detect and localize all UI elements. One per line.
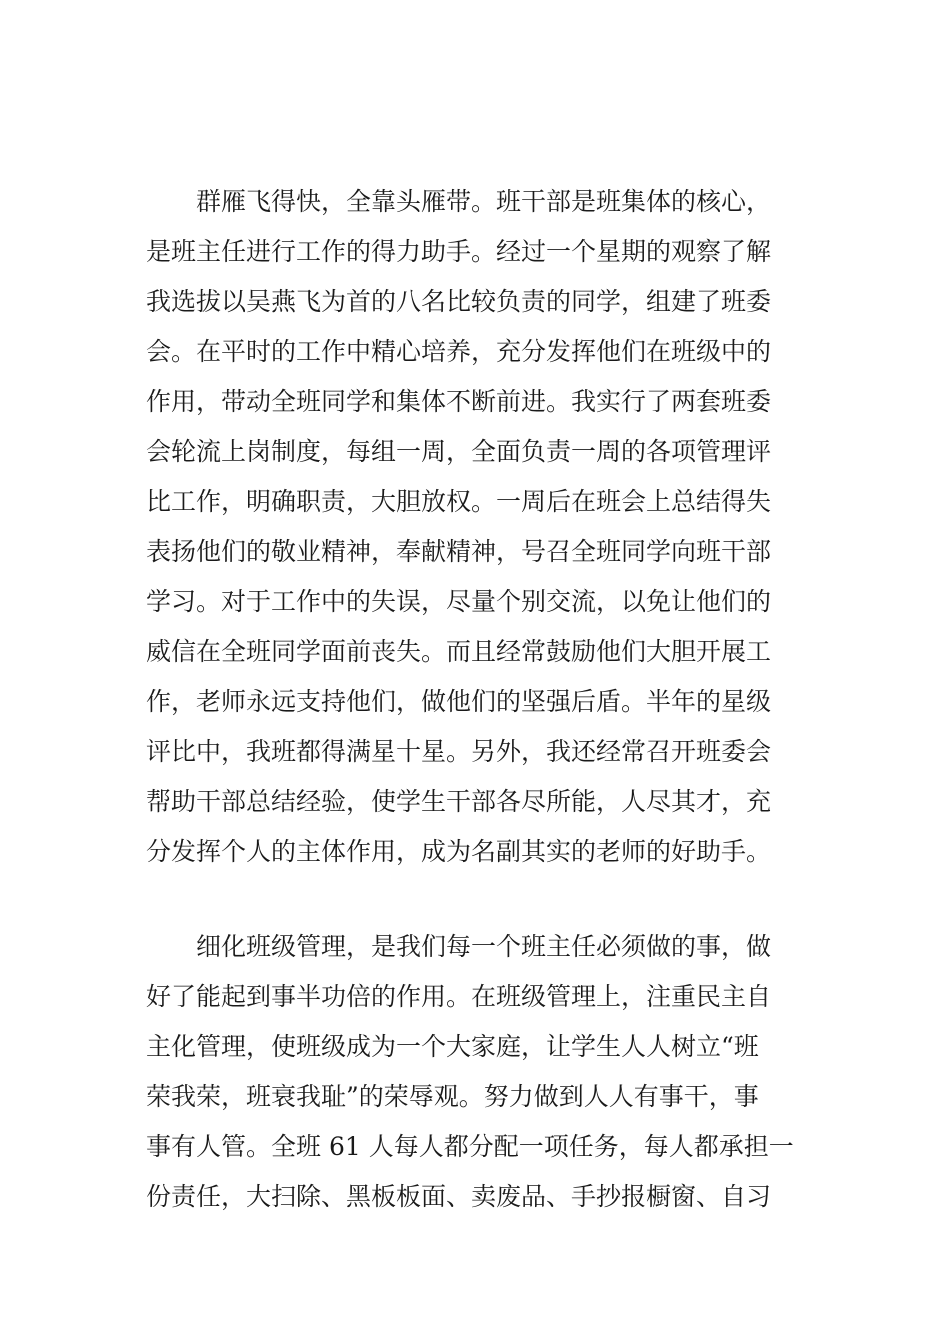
paragraph-line: 比工作，明确职责，大胆放权。一周后在班会上总结得失 [146, 487, 772, 516]
paragraph-line: 分发挥个人的主体作用，成为名副其实的老师的好助手。 [146, 837, 772, 866]
paragraph-line: 作用，带动全班同学和集体不断前进。我实行了两套班委 [146, 387, 772, 416]
paragraph-line: 是班主任进行工作的得力助手。经过一个星期的观察了解 [146, 237, 772, 266]
paragraph-line: 群雁飞得快，全靠头雁带。班干部是班集体的核心， [196, 187, 772, 216]
paragraph-line: 份责任，大扫除、黑板板面、卖废品、手抄报橱窗、自习 [146, 1182, 772, 1211]
paragraph-line: 事有人管。全班 61 人每人都分配一项任务，每人都承担一 [146, 1132, 794, 1161]
paragraph-line: 会轮流上岗制度，每组一周，全面负责一周的各项管理评 [146, 437, 772, 466]
paragraph-line: 主化管理，使班级成为一个大家庭，让学生人人树立“班 [146, 1032, 759, 1061]
paragraph-line: 帮助干部总结经验，使学生干部各尽所能，人尽其才，充 [146, 787, 772, 816]
paragraph-line: 细化班级管理，是我们每一个班主任必须做的事，做 [196, 932, 772, 961]
paragraph-line: 表扬他们的敬业精神，奉献精神，号召全班同学向班干部 [146, 537, 772, 566]
paragraph-line: 荣我荣，班衰我耻”的荣辱观。努力做到人人有事干，事 [146, 1082, 759, 1111]
paragraph-line: 我选拔以吴燕飞为首的八名比较负责的同学，组建了班委 [146, 287, 772, 316]
paragraph-line: 作，老师永远支持他们，做他们的坚强后盾。半年的星级 [146, 687, 772, 716]
paragraph-line: 好了能起到事半功倍的作用。在班级管理上，注重民主自 [146, 982, 772, 1011]
paragraph-line: 学习。对于工作中的失误，尽量个别交流，以免让他们的 [146, 587, 772, 616]
paragraph-line: 评比中，我班都得满星十星。另外，我还经常召开班委会 [146, 737, 772, 766]
paragraph-line: 会。在平时的工作中精心培养，充分发挥他们在班级中的 [146, 337, 772, 366]
paragraph-line: 威信在全班同学面前丧失。而且经常鼓励他们大胆开展工 [146, 637, 772, 666]
